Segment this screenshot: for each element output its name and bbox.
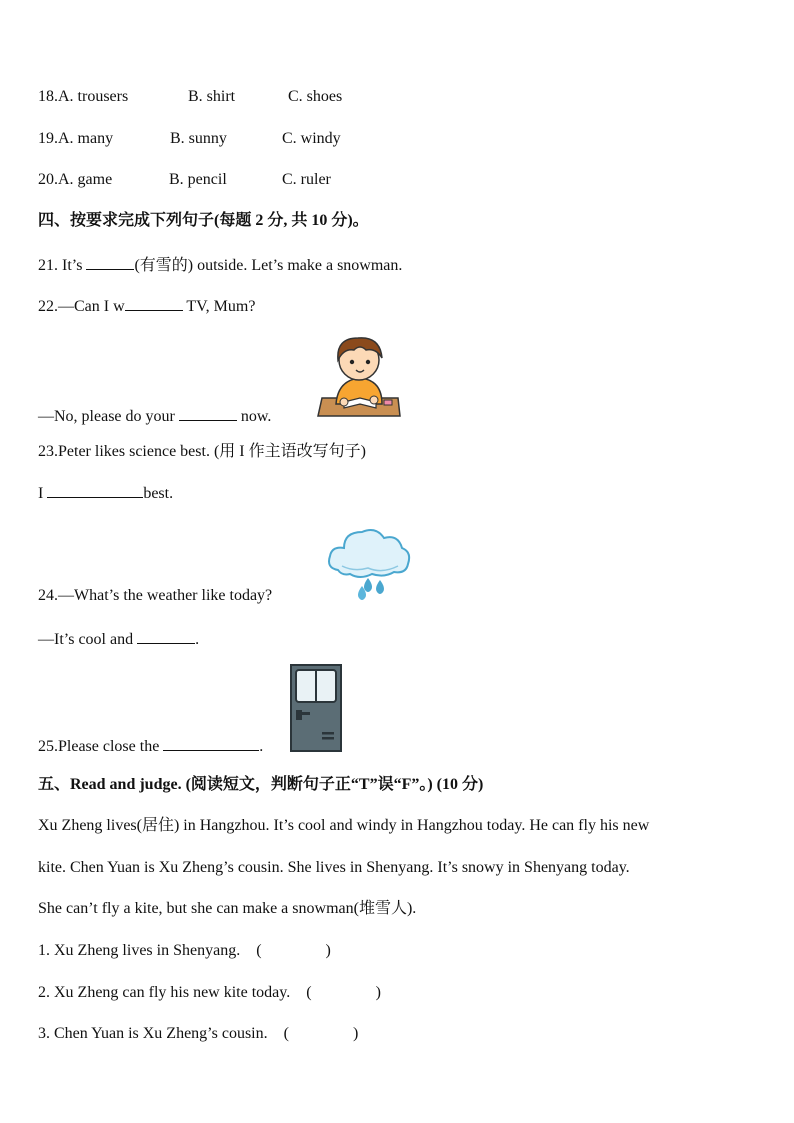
q18-option-a: 18.A. trousers	[38, 88, 129, 105]
question-22-answer: —No, please do your now.	[38, 408, 272, 425]
answer-blank[interactable]	[47, 483, 143, 498]
question-23-answer: I best.	[38, 485, 174, 502]
answer-blank[interactable]	[179, 406, 237, 421]
q18-option-c: C. shoes	[288, 88, 343, 105]
passage-line: kite. Chen Yuan is Xu Zheng’s cousin. She lives in Shenyang. It’s snowy in Shenyang today.	[38, 859, 630, 876]
question-24: 24.—What’s the weather like today?	[38, 587, 273, 604]
judge-item-1: 1. Xu Zheng lives in Shenyang. ( )	[38, 942, 331, 959]
passage-line: She can’t fly a kite, but she can make a snowman(堆雪人).	[38, 900, 417, 917]
question-23: 23.Peter likes science best. (用 I 作主语改写句子)	[38, 443, 366, 460]
answer-blank[interactable]	[163, 736, 259, 751]
answer-parentheses[interactable]: ( )	[306, 984, 381, 1001]
boy-doing-homework-icon	[314, 332, 404, 420]
answer-parentheses[interactable]: ( )	[283, 1025, 359, 1042]
q20-option-b: B. pencil	[169, 171, 227, 188]
q20-option-a: 20.A. game	[38, 171, 113, 188]
answer-blank[interactable]	[137, 629, 195, 644]
judge-item-2: 2. Xu Zheng can fly his new kite today. ( )	[38, 984, 381, 1001]
question-25: 25.Please close the .	[38, 738, 264, 755]
section-5-title: 五、Read and judge. (阅读短文，判断句子正“T”误“F”。) (10 分)	[38, 776, 484, 793]
question-22: 22.—Can I w TV, Mum?	[38, 298, 256, 315]
rain-cloud-icon	[324, 520, 412, 604]
q18-option-b: B. shirt	[188, 88, 236, 105]
answer-parentheses[interactable]: ( )	[256, 942, 331, 959]
section-4-title: 四、按要求完成下列句子(每题 2 分, 共 10 分)。	[38, 212, 369, 229]
passage-line: Xu Zheng lives(居住) in Hangzhou. It’s cool and windy in Hangzhou today. He can fly his new	[38, 817, 650, 834]
answer-blank[interactable]	[86, 255, 134, 270]
q19-option-a: 19.A. many	[38, 130, 114, 147]
q20-option-c: C. ruler	[282, 171, 331, 188]
question-24-answer: —It’s cool and .	[38, 631, 200, 648]
question-21: 21. It’s (有雪的) outside. Let’s make a snowman.	[38, 257, 403, 274]
judge-item-3: 3. Chen Yuan is Xu Zheng’s cousin. ( )	[38, 1025, 359, 1042]
q19-option-b: B. sunny	[170, 130, 227, 147]
q19-option-c: C. windy	[282, 130, 341, 147]
answer-blank[interactable]	[125, 296, 183, 311]
door-icon	[290, 664, 342, 752]
